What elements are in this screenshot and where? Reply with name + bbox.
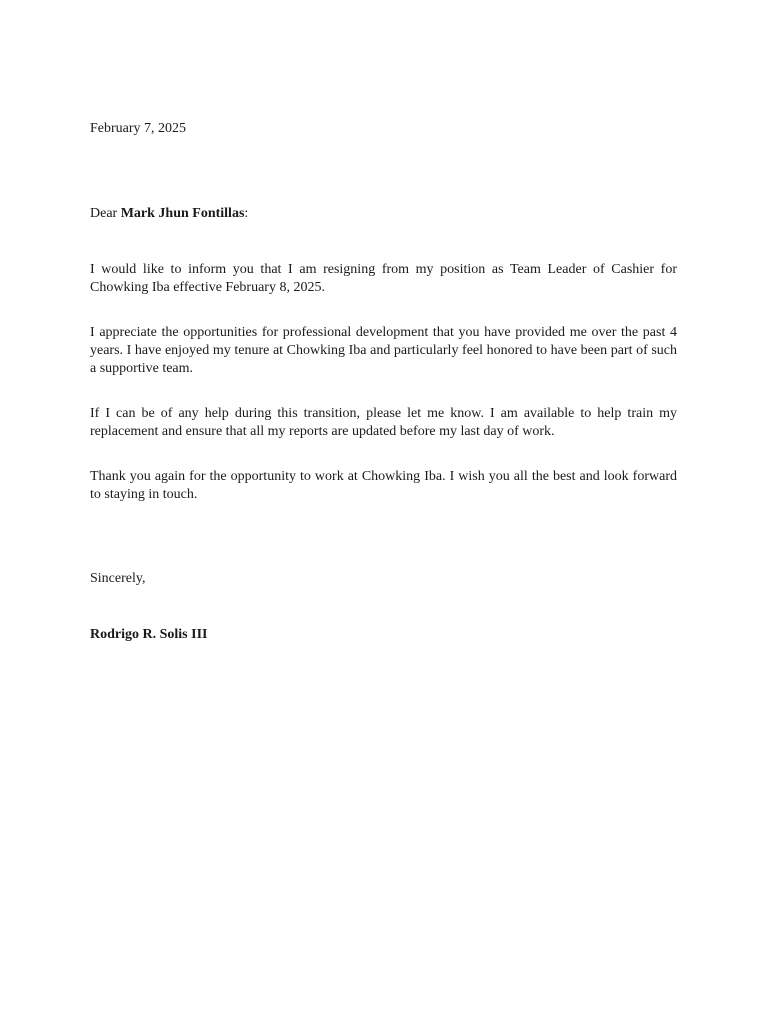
body-paragraph-transition: If I can be of any help during this transition, please let me know. I am available to help train my replacement and ensure that all my reports are updated before my last day of work. — [90, 406, 677, 439]
salutation-suffix: : — [244, 206, 249, 221]
body-paragraph-appreciation: I appreciate the opportunities for professional development that you have provided me over the past 4 years. I have enjoyed my tenure at Chowking Iba and particularly feel honored to have been part of such a supportive team. — [90, 325, 677, 376]
recipient-name: Mark Jhun Fontillas — [120, 206, 245, 221]
salutation — [90, 205, 677, 223]
closing: Sincerely, — [90, 571, 146, 586]
signature-name: Rodrigo R. Solis III — [90, 627, 208, 642]
letter-date: February 7, 2025 — [90, 121, 187, 136]
body-paragraph-thanks: Thank you again for the opportunity to work at Chowking Iba. I wish you all the best and look forward to staying in touch. — [90, 469, 677, 502]
salutation-prefix: Dear — [90, 206, 121, 221]
body-paragraph-resignation: I would like to inform you that I am resigning from my position as Team Leader of Cashier for Chowking Iba effective February 8, 2025. — [90, 262, 677, 295]
